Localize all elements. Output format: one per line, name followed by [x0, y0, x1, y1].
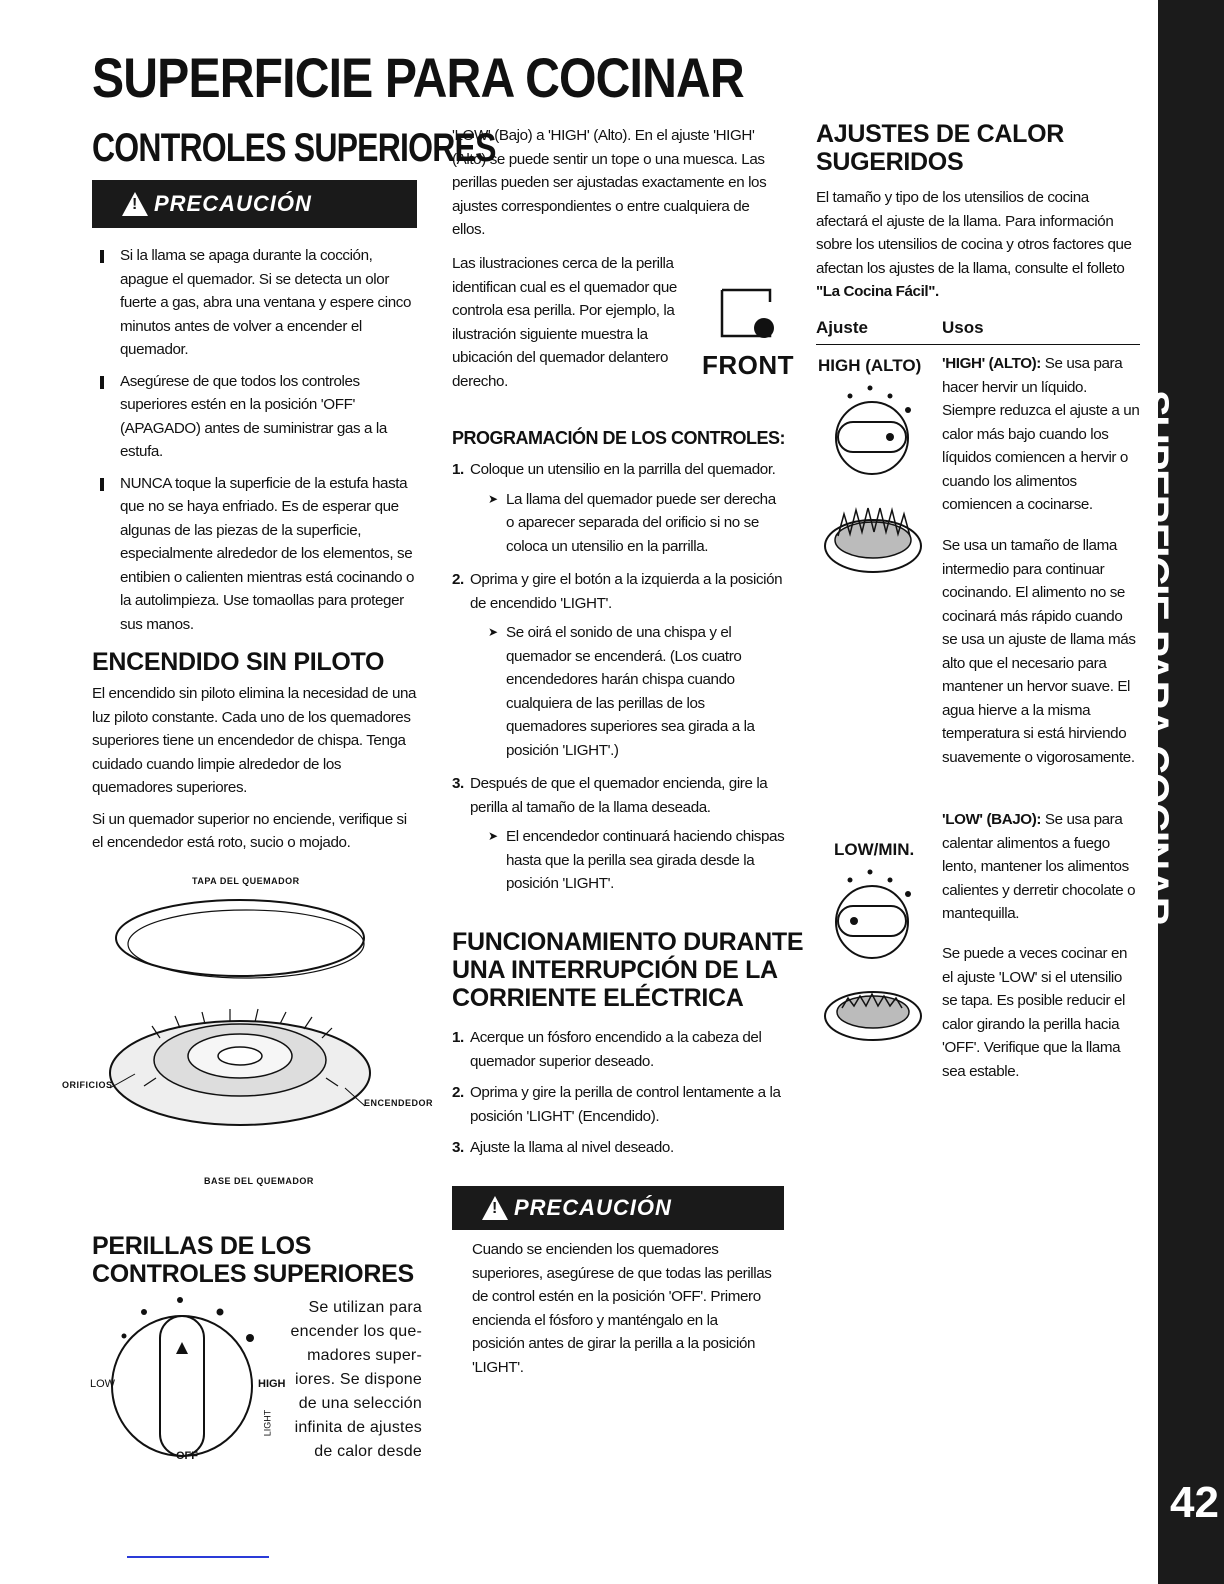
step-note: ➤ El encendedor continuará haciendo chispas hasta que la perilla sea girada desde la posición 'LIGHT'. — [470, 825, 786, 896]
usage-text: Se usa para hacer hervir un líquido. Siempre reduzca el ajuste a un calor más bajo cuando los líquidos comiencen a hervir o cuando los alimentos comiencen a cocinarse. — [942, 355, 1140, 513]
step-note: ➤ Se oirá el sonido de una chispa y el quemador se encenderá. (Los cuatro encendedores harán chispa cuando cualquiera de las perillas de los quemadores superiores sea girada a la posición 'LIGHT'.) — [470, 621, 786, 762]
section-heading-perillas — [92, 1232, 414, 1288]
section-heading-funcionamiento — [452, 928, 803, 1012]
paragraph: El encendido sin piloto elimina la necesidad de una luz piloto constante. Cada uno de los quemadores superiores tiene un encendedor de chispa. Tenga cuidado cuando limpie alrededor de los quemadores superiores. — [92, 685, 417, 796]
heading-line: UNA INTERRUPCIÓN DE LA — [452, 956, 778, 984]
warning-icon — [482, 1196, 508, 1220]
step-number: 1. — [452, 461, 464, 478]
encendido-text — [92, 682, 419, 855]
programacion-steps — [452, 458, 786, 906]
column-header-usos: Usos — [942, 318, 984, 337]
illustration-text: Las ilustraciones cerca de la perilla identifican cual es el quemador que controla esa perilla. Por ejemplo, la ilustración siguiente muestra la ubicación del quemador delantero derecho. — [452, 255, 677, 390]
table-rule — [816, 344, 1140, 345]
knob-label-off: OFF — [176, 1450, 198, 1462]
step-number: 3. — [452, 1139, 464, 1156]
perillas-continued: 'LOW' (Bajo) a 'HIGH' (Alto). En el ajuste 'HIGH' (Alto) se puede sentir un tope o una muesca. Las perillas pueden ser ajustadas exactamente en los ajustes correspondientes o entre cualquiera de ellos. — [452, 127, 767, 238]
usage-medium: Se usa un tamaño de llama intermedio para continuar cocinando. El alimento no se cocinará más rápido cuando se usa un ajuste de llama más alto que el necesario para mantener un hervor suave. El agua hierve a la misma temperatura si está hirviendo suavemente o vigorosamente. — [942, 537, 1136, 766]
caution-item: NUNCA toque la superficie de la estufa hasta que no se haya enfriado. Es de esperar que algunas de las piezas de la superficie, especialmente alrededor de los elementos, se entibien o calienten mientras está cocinando o la autolimpieza. Use tomaollas para proteger sus manos. — [100, 472, 418, 637]
step-number: 2. — [452, 1084, 464, 1101]
caution-item: Si la llama se apaga durante la cocción, apague el quemador. Si se detecta un olor fuerte a gas, abra una ventana y espere cinco minutos antes de volver a encender el quemador. — [100, 244, 418, 362]
setting-label-low: LOW/MIN. — [834, 840, 915, 859]
step-item — [452, 568, 786, 762]
caution-list-1 — [100, 244, 418, 644]
page-subtitle: CONTROLES SUPERIORES — [92, 126, 496, 170]
usage-lead: 'LOW' (BAJO): — [942, 811, 1042, 828]
figure-caption-base: BASE DEL QUEMADOR — [204, 1176, 314, 1186]
figure-label-orificios: ORIFICIOS — [62, 1080, 113, 1090]
step-text: Después de que el quemador encienda, gire la perilla al tamaño de la llama deseada. — [470, 775, 768, 816]
step-number: 3. — [452, 775, 464, 792]
heading-line: CORRIENTE ELÉCTRICA — [452, 984, 744, 1012]
front-burner-icon — [714, 284, 778, 344]
caution-banner-1 — [92, 180, 417, 228]
control-knob-illustration — [90, 1290, 280, 1470]
text-line: de una selección — [298, 1395, 422, 1412]
section-heading-ajustes — [816, 120, 1064, 176]
caution-label: PRECAUCIÓN — [154, 191, 312, 216]
intro-text: El tamaño y tipo de los utensilios de cocina afectará el ajuste de la llama. Para información sobre los utensilios de cocina y otros factores que afectan los ajustes de la llama, consulte el folleto — [816, 189, 1132, 277]
funcionamiento-steps — [452, 1026, 786, 1168]
step-item — [452, 772, 786, 896]
step-text: Oprima y gire el botón a la izquierda a la posición de encendido 'LIGHT'. — [470, 571, 783, 612]
caution-text-2: Cuando se encienden los quemadores superiores, asegúrese de que todas las perillas de control estén en la posición 'OFF'. Primero encienda el fósforo y manténgalo en la posición antes de girar la perilla a la posición 'LIGHT'. — [472, 1241, 772, 1376]
flame-low-icon — [818, 980, 928, 1046]
text-line: iores. Se dispone — [294, 1371, 422, 1388]
section-heading-programacion: PROGRAMACIÓN DE LOS CONTROLES: — [452, 428, 786, 448]
front-label: FRONT — [702, 350, 795, 380]
warning-icon — [122, 192, 148, 216]
usage-text: Se usa para calentar alimentos a fuego lento, mantener los alimentos calientes y derretir chocolate o mantequilla. — [942, 811, 1136, 922]
heading-line: CONTROLES SUPERIORES — [92, 1260, 414, 1288]
flame-high-icon — [818, 504, 928, 580]
step-number: 1. — [452, 1029, 464, 1046]
step-item — [452, 1136, 786, 1160]
text-line: de calor desde — [314, 1443, 422, 1460]
heading-line: SUGERIDOS — [816, 148, 964, 176]
step-item — [452, 458, 786, 558]
column-header-ajuste: Ajuste — [816, 318, 868, 337]
section-heading-encendido: ENCENDIDO SIN PILOTO — [92, 648, 385, 676]
step-number: 2. — [452, 571, 464, 588]
burner-illustration — [60, 888, 440, 1188]
figure-caption-tapa: TAPA DEL QUEMADOR — [192, 876, 300, 886]
knob-low-icon — [816, 866, 934, 976]
usage-high — [942, 352, 1140, 517]
caution-item: Asegúrese de que todos los controles superiores estén en la posición 'OFF' (APAGADO) antes de suministrar gas a la estufa. — [100, 370, 418, 464]
step-text: Acerque un fósforo encendido a la cabeza del quemador superior deseado. — [470, 1029, 762, 1070]
heading-line: PERILLAS DE LOS — [92, 1232, 312, 1260]
sidebar-tab-label: SUPERFICIE PARA COCINAR — [1132, 390, 1176, 925]
figure-label-encendedor: ENCENDEDOR — [364, 1098, 434, 1108]
page-title: SUPERFICIE PARA COCINAR — [92, 46, 744, 109]
usage-low-note: Se puede a veces cocinar en el ajuste 'LOW' si el utensilio se tapa. Es posible reducir el calor girando la perilla hacia 'OFF'. Verifique que la llama sea estable. — [942, 945, 1128, 1080]
page-number: 42 — [1170, 1478, 1219, 1527]
text-line: infinita de ajustes — [294, 1419, 422, 1436]
step-note: ➤ La llama del quemador puede ser derecha o aparecer separada del orificio si no se coloca un utensilio en la parrilla. — [470, 488, 786, 559]
text-line: madores super- — [307, 1347, 422, 1364]
step-text: Oprima y gire la perilla de control lentamente a la posición 'LIGHT' (Encendido). — [470, 1084, 781, 1125]
knob-label-high: HIGH — [258, 1378, 286, 1390]
step-item — [452, 1026, 786, 1073]
perillas-text — [272, 1296, 422, 1464]
caution-label: PRECAUCIÓN — [514, 1195, 672, 1220]
knob-label-light: LIGHT — [262, 1409, 273, 1437]
caution-banner-2 — [452, 1186, 784, 1230]
blue-rule — [127, 1556, 269, 1558]
heading-line: AJUSTES DE CALOR — [816, 120, 1065, 148]
text-line: encender los que- — [290, 1323, 422, 1340]
ajustes-intro — [816, 186, 1140, 304]
step-text: Ajuste la llama al nivel deseado. — [470, 1139, 674, 1156]
text-line: Se utilizan para — [308, 1299, 422, 1316]
step-text: Coloque un utensilio en la parrilla del quemador. — [470, 461, 776, 478]
setting-label-high: HIGH (ALTO) — [818, 356, 922, 375]
usage-lead: 'HIGH' (ALTO): — [942, 355, 1041, 372]
paragraph: Si un quemador superior no enciende, verifique si el encendedor está roto, sucio o mojado. — [92, 810, 407, 851]
knob-high-icon — [816, 382, 934, 492]
step-item — [452, 1081, 786, 1128]
usage-low — [942, 808, 1140, 926]
heading-line: FUNCIONAMIENTO DURANTE — [452, 928, 804, 956]
intro-booklet-name: "La Cocina Fácil". — [816, 283, 939, 300]
knob-label-low: LOW — [90, 1378, 116, 1390]
